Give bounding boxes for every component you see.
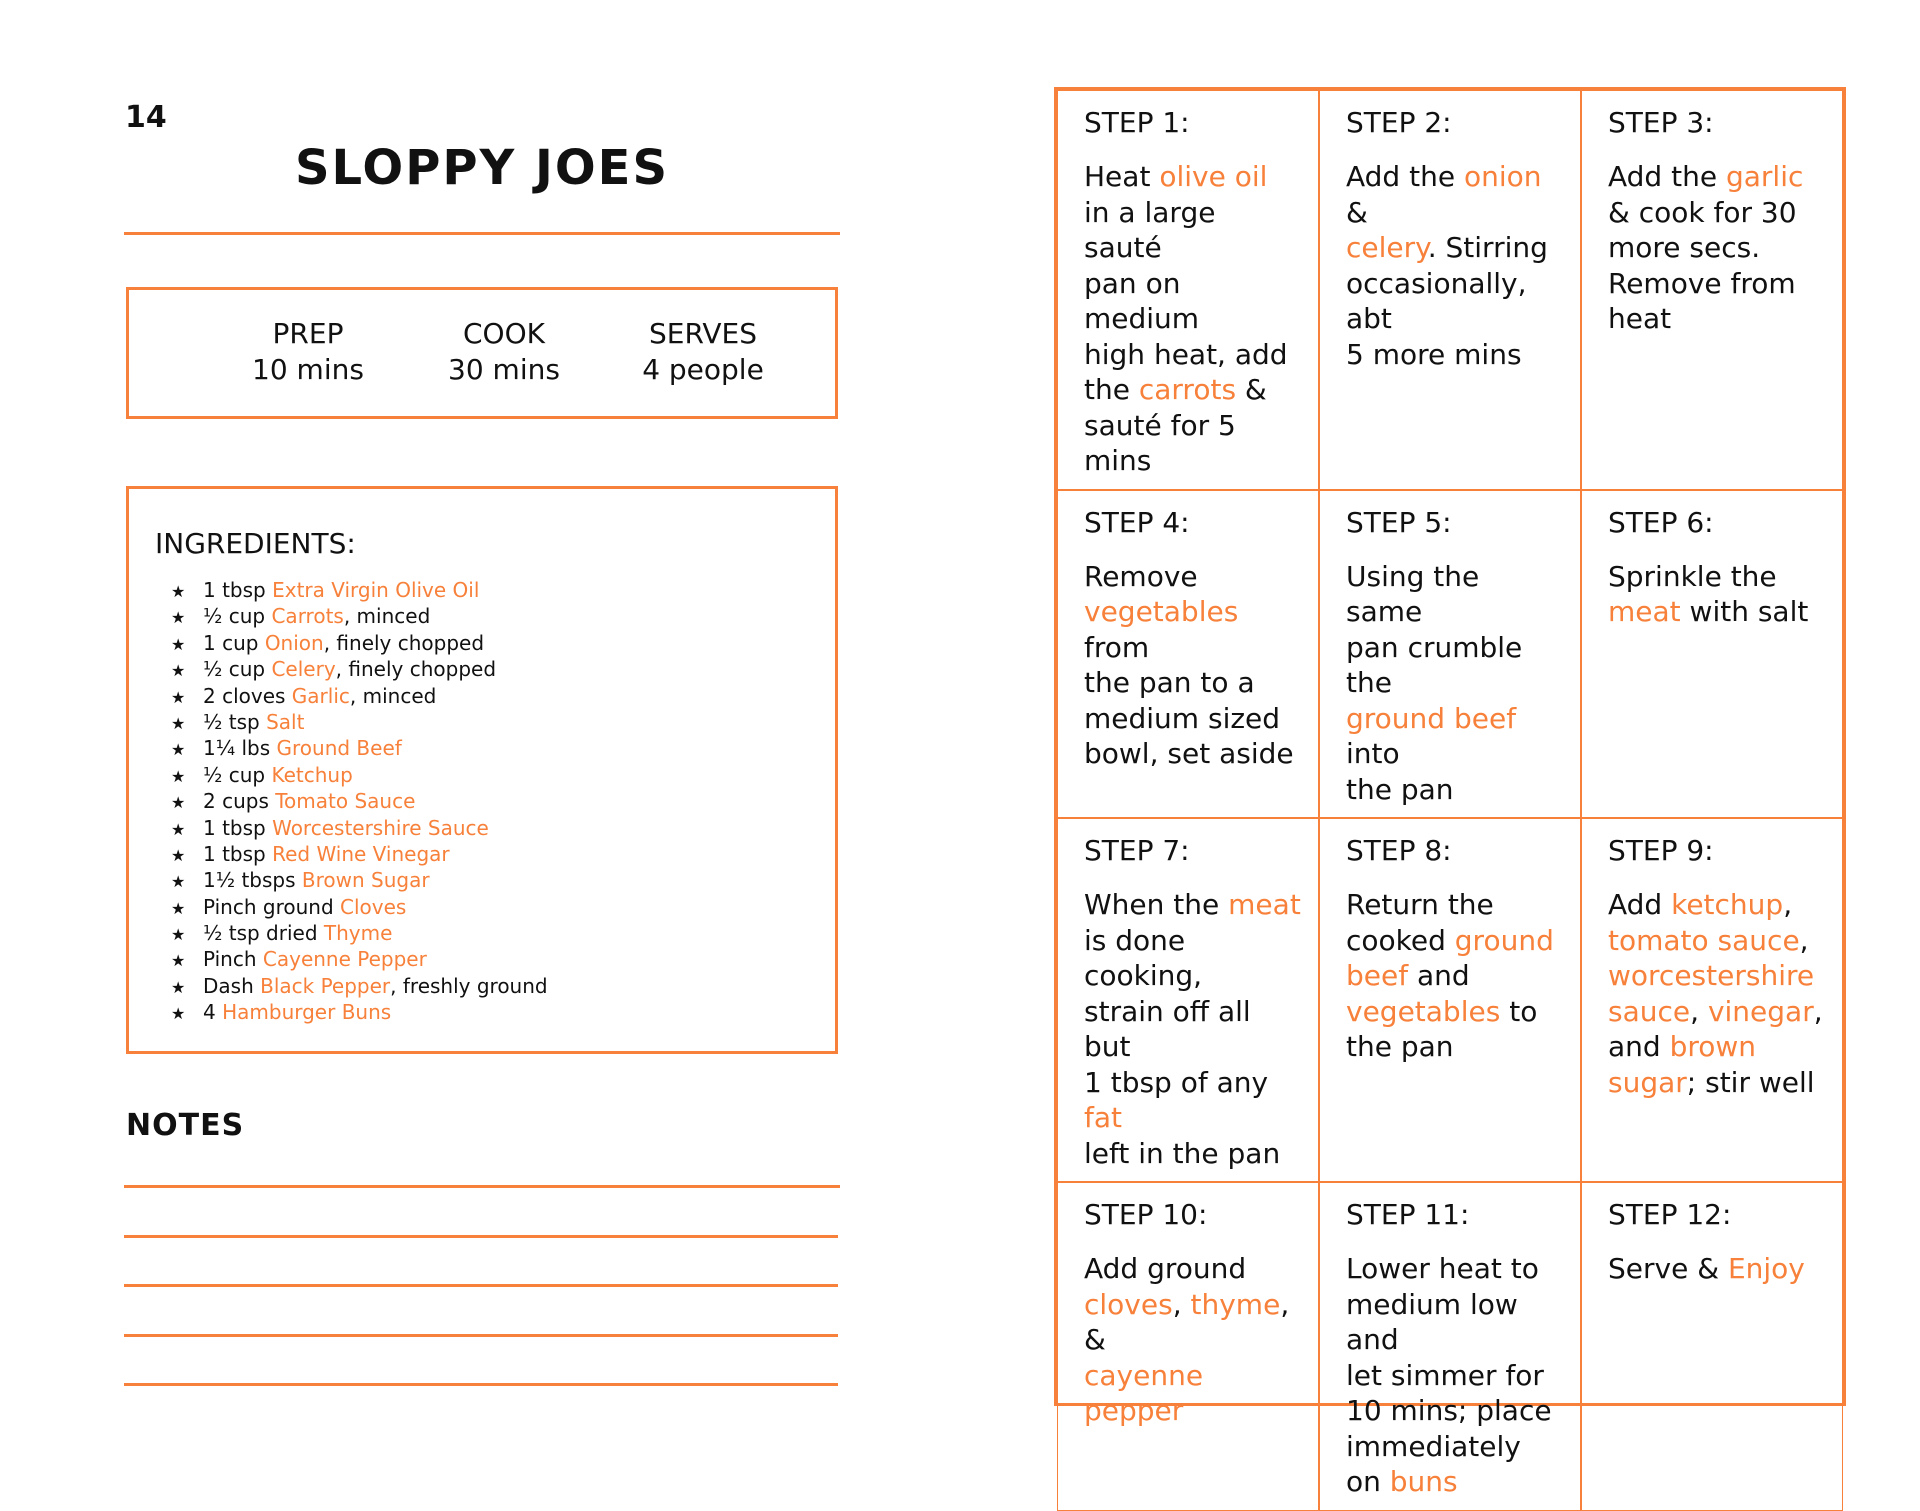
step-text: Lower heat to [1346, 1252, 1539, 1285]
ingredient-item [171, 709, 548, 735]
step-ingredient: onion [1463, 160, 1542, 193]
ingredient-item [171, 973, 548, 999]
step-body [1346, 559, 1564, 808]
page-number: 14 [125, 100, 167, 135]
ingredient-text: Pinch [203, 947, 263, 972]
notes-title: NOTES [126, 1108, 245, 1143]
star-bullet-icon: ★ [171, 713, 186, 733]
step-body [1084, 159, 1302, 479]
ingredient-name: Onion [264, 630, 324, 655]
step-text: Add ground [1084, 1252, 1247, 1285]
step-text: Remove from [1608, 266, 1796, 300]
step-cell [1057, 818, 1319, 1182]
step-ingredient: ground [1454, 923, 1554, 957]
star-bullet-icon: ★ [171, 687, 186, 707]
step-text: into [1346, 737, 1400, 770]
step-text: bowl, set aside [1084, 737, 1294, 770]
step-line [1346, 230, 1564, 266]
step-line [1608, 1065, 1826, 1101]
step-text: , [1813, 994, 1823, 1028]
star-bullet-icon: ★ [171, 793, 186, 813]
step-title: STEP 6: [1608, 505, 1714, 539]
ingredient-name: Red Wine Vinegar [272, 841, 450, 866]
ingredient-name: Cayenne Pepper [262, 947, 427, 972]
step-ingredient: sauce [1608, 994, 1691, 1028]
ingredient-text: 1 tbsp [203, 578, 273, 602]
ingredient-text: ½ tsp dried [203, 921, 324, 946]
step-text: immediately [1346, 1429, 1521, 1463]
ingredient-name: Salt [266, 709, 305, 734]
ingredient-text: 1 cup [203, 630, 265, 655]
ingredient-name: Cloves [340, 894, 407, 919]
star-bullet-icon: ★ [171, 634, 186, 654]
ingredient-item [171, 867, 548, 893]
step-text: , [1783, 888, 1793, 921]
step-text: more secs. [1608, 231, 1761, 264]
step-title: STEP 11: [1346, 1198, 1470, 1231]
step-ingredient: Enjoy [1727, 1252, 1805, 1285]
ingredients-list [171, 577, 548, 1026]
notes-line [124, 1383, 838, 1386]
step-text: When the [1084, 888, 1229, 921]
step-line [1084, 266, 1302, 337]
step-text: from [1084, 630, 1150, 664]
step-text: let simmer for [1346, 1358, 1544, 1392]
step-line [1346, 1429, 1564, 1465]
step-ingredient: cloves [1084, 1287, 1173, 1321]
ingredient-text: , finely chopped [335, 657, 497, 682]
ingredient-text: , minced [349, 683, 437, 708]
star-bullet-icon: ★ [171, 845, 186, 865]
step-cell [1319, 490, 1581, 819]
step-text: 5 more mins [1346, 337, 1522, 371]
step-ingredient: cayenne pepper [1084, 1358, 1204, 1427]
step-line [1346, 559, 1564, 630]
step-cell [1057, 90, 1319, 490]
step-line [1346, 1251, 1564, 1287]
step-line [1084, 665, 1302, 701]
step-body [1084, 887, 1302, 1171]
ingredient-name: Carrots [271, 604, 344, 629]
step-title: STEP 9: [1608, 834, 1714, 867]
step-body [1608, 1251, 1826, 1287]
ingredient-text: 1¼ lbs [203, 736, 277, 761]
step-cell [1581, 1182, 1843, 1511]
step-text: high heat, add [1084, 337, 1288, 371]
step-cell [1057, 1182, 1319, 1511]
step-text: , & [1084, 1287, 1290, 1356]
step-text: on [1346, 1465, 1390, 1498]
step-text: medium low and [1346, 1287, 1518, 1356]
ingredient-name: Worcestershire Sauce [272, 815, 489, 840]
step-title: STEP 3: [1608, 106, 1714, 139]
step-body [1608, 159, 1826, 337]
ingredient-item [171, 999, 548, 1025]
info-cook [404, 316, 604, 388]
ingredient-item [171, 946, 548, 972]
step-cell [1057, 490, 1319, 819]
step-ingredient: celery [1346, 231, 1428, 264]
step-text: pan crumble the [1346, 630, 1523, 699]
step-line [1084, 701, 1302, 737]
step-text: Sprinkle the [1608, 559, 1777, 593]
ingredient-name: Celery [271, 657, 336, 682]
step-line [1346, 887, 1564, 923]
step-text: Return the [1346, 888, 1494, 921]
step-line [1346, 994, 1564, 1030]
step-text: ; stir well [1686, 1065, 1815, 1099]
ingredient-text: ½ cup [203, 604, 272, 629]
step-text: Heat [1084, 160, 1160, 193]
step-text: Add the [1346, 160, 1464, 193]
star-bullet-icon: ★ [171, 766, 186, 786]
star-bullet-icon: ★ [171, 872, 186, 892]
step-text: and [1608, 1030, 1670, 1063]
step-line [1346, 1464, 1564, 1500]
notes-line [124, 1334, 838, 1337]
step-text: 10 mins; place [1346, 1394, 1552, 1427]
step-line [1084, 372, 1302, 408]
step-text: 1 tbsp of any [1084, 1065, 1269, 1099]
ingredient-item [171, 788, 548, 814]
ingredient-text: Pinch ground [203, 894, 341, 919]
step-line [1346, 701, 1564, 772]
ingredient-name: Ground Beef [276, 736, 402, 761]
info-serves-value: 4 people [642, 353, 764, 386]
step-text: to [1500, 994, 1538, 1028]
step-text: Add [1608, 888, 1672, 921]
ingredient-text: , finely chopped [323, 630, 485, 655]
notes-line [124, 1185, 840, 1188]
step-text: sauté for 5 mins [1084, 408, 1236, 477]
step-line [1084, 408, 1302, 479]
step-line [1346, 337, 1564, 373]
step-body [1346, 887, 1564, 1065]
step-line [1084, 559, 1302, 595]
step-ingredient: carrots [1138, 373, 1237, 406]
ingredient-text: 1 tbsp [203, 841, 273, 866]
step-line [1084, 887, 1302, 923]
ingredient-text: 4 [203, 1000, 223, 1025]
step-ingredient: thyme [1190, 1287, 1281, 1321]
step-line [1608, 923, 1826, 959]
step-text: & [1346, 195, 1368, 229]
step-text: with salt [1680, 595, 1809, 628]
step-ingredient: brown [1669, 1030, 1757, 1063]
step-ingredient: ketchup [1671, 888, 1784, 921]
step-text: the pan [1346, 1030, 1454, 1063]
step-line [1084, 1358, 1302, 1429]
title-divider [124, 232, 840, 235]
step-line [1084, 1065, 1302, 1136]
ingredient-name: Tomato Sauce [275, 789, 416, 814]
step-line [1608, 230, 1826, 266]
ingredient-name: Extra Virgin Olive Oil [272, 578, 480, 602]
ingredient-item [171, 920, 548, 946]
step-text: Serve & [1608, 1252, 1728, 1285]
step-line [1346, 958, 1564, 994]
recipe-title: SLOPPY JOES [294, 140, 670, 196]
star-bullet-icon: ★ [171, 608, 186, 628]
step-text: , [1690, 994, 1708, 1028]
step-line [1608, 1251, 1826, 1287]
ingredient-name: Black Pepper [260, 973, 391, 998]
step-ingredient: fat [1084, 1101, 1122, 1134]
star-bullet-icon: ★ [171, 819, 186, 839]
ingredient-text: 1½ tbsps [203, 868, 302, 893]
step-ingredient: tomato sauce [1608, 923, 1800, 957]
step-line [1608, 301, 1826, 337]
ingredient-item [171, 630, 548, 656]
ingredient-text: ½ tsp [203, 709, 267, 734]
ingredient-text: ½ cup [203, 762, 272, 787]
step-line [1084, 994, 1302, 1065]
step-line [1084, 1136, 1302, 1172]
info-prep-label: PREP [272, 317, 344, 350]
step-text: , [1172, 1287, 1191, 1321]
step-title: STEP 1: [1084, 106, 1190, 139]
star-bullet-icon: ★ [171, 898, 186, 918]
star-bullet-icon: ★ [171, 977, 186, 997]
step-body [1608, 887, 1826, 1100]
ingredient-item [171, 762, 548, 788]
step-cell [1581, 90, 1843, 490]
ingredient-text: , freshly ground [390, 973, 548, 998]
ingredient-name: Garlic [291, 683, 350, 708]
step-line [1608, 994, 1826, 1030]
ingredient-item [171, 841, 548, 867]
info-serves [603, 316, 803, 388]
step-line [1346, 159, 1564, 230]
star-bullet-icon: ★ [171, 951, 186, 971]
step-cell [1319, 818, 1581, 1182]
step-title: STEP 2: [1346, 106, 1452, 139]
step-cell [1581, 818, 1843, 1182]
step-text: heat [1608, 302, 1672, 335]
step-line [1608, 159, 1826, 195]
info-prep-value: 10 mins [252, 353, 364, 386]
step-ingredient: olive oil [1159, 160, 1268, 193]
step-body [1346, 159, 1564, 372]
step-ingredient: meat [1608, 595, 1681, 628]
ingredient-name: Brown Sugar [301, 868, 430, 893]
step-line [1608, 266, 1826, 302]
step-ingredient: buns [1389, 1465, 1458, 1498]
info-cook-label: COOK [463, 317, 545, 350]
step-body [1084, 559, 1302, 772]
step-line [1608, 594, 1826, 630]
star-bullet-icon: ★ [171, 740, 186, 760]
notes-line [124, 1235, 838, 1238]
notes-line [124, 1284, 838, 1287]
step-line [1346, 1029, 1564, 1065]
ingredient-text: 1 tbsp [203, 815, 273, 840]
ingredient-name: Thyme [323, 921, 393, 946]
ingredient-text: ½ cup [203, 657, 272, 682]
ingredient-item [171, 894, 548, 920]
info-cook-value: 30 mins [448, 353, 560, 386]
ingredient-text: , minced [343, 604, 431, 629]
step-line [1084, 1251, 1302, 1287]
step-text: strain off all but [1084, 994, 1251, 1063]
step-line [1346, 1393, 1564, 1429]
step-line [1346, 772, 1564, 808]
step-body [1084, 1251, 1302, 1429]
step-ingredient: vegetables [1084, 595, 1239, 628]
ingredients-heading: INGREDIENTS: [155, 527, 356, 560]
step-ingredient: vegetables [1346, 994, 1501, 1028]
step-line [1608, 958, 1826, 994]
step-text: left in the pan [1084, 1136, 1281, 1170]
step-text: cooked [1346, 923, 1455, 957]
ingredient-name: Ketchup [271, 762, 353, 787]
step-text: pan on medium [1084, 266, 1200, 335]
step-text: is done cooking, [1084, 923, 1203, 992]
step-ingredient: meat [1228, 888, 1301, 921]
step-text: medium sized [1084, 701, 1281, 735]
step-line [1346, 1358, 1564, 1394]
step-ingredient: sugar [1608, 1065, 1687, 1099]
step-title: STEP 8: [1346, 834, 1452, 867]
step-text: , [1799, 923, 1809, 957]
ingredient-item [171, 656, 548, 682]
ingredient-name: Hamburger Buns [222, 1000, 392, 1025]
step-title: STEP 7: [1084, 834, 1190, 867]
step-cell [1581, 490, 1843, 819]
info-serves-label: SERVES [648, 317, 757, 350]
step-line [1346, 266, 1564, 337]
ingredient-item [171, 815, 548, 841]
step-ingredient: garlic [1725, 160, 1804, 193]
step-line [1084, 736, 1302, 772]
step-line [1346, 923, 1564, 959]
step-title: STEP 4: [1084, 505, 1190, 539]
ingredient-text: Dash [203, 973, 261, 998]
step-line [1608, 195, 1826, 231]
step-title: STEP 5: [1346, 505, 1452, 539]
ingredient-item [171, 735, 548, 761]
step-cell [1319, 90, 1581, 490]
step-text: Using the same [1346, 559, 1480, 628]
step-line [1608, 559, 1826, 595]
step-line [1346, 1287, 1564, 1358]
step-line [1084, 923, 1302, 994]
step-text: Remove [1084, 559, 1198, 593]
ingredient-text: 2 cups [203, 789, 276, 814]
step-line [1608, 1029, 1826, 1065]
step-body [1346, 1251, 1564, 1500]
step-ingredient: beef [1346, 959, 1409, 992]
star-bullet-icon: ★ [171, 1004, 186, 1024]
step-text: the pan [1346, 772, 1454, 806]
step-line [1084, 594, 1302, 665]
step-ingredient: vinegar [1707, 994, 1814, 1028]
step-cell [1319, 1182, 1581, 1511]
star-bullet-icon: ★ [171, 582, 186, 601]
step-text: the [1084, 373, 1139, 406]
step-text: & cook for 30 [1608, 195, 1797, 229]
step-title: STEP 12: [1608, 1198, 1732, 1231]
step-text: . Stirring [1427, 231, 1548, 264]
step-line [1084, 1287, 1302, 1358]
step-text: in a large sauté [1084, 195, 1216, 264]
recipe-info-box [126, 287, 838, 419]
step-line [1346, 630, 1564, 701]
steps-grid [1054, 87, 1846, 1498]
step-text: the pan to a [1084, 666, 1255, 699]
step-text: Add the [1608, 160, 1726, 193]
ingredient-item [171, 683, 548, 709]
ingredient-item [171, 603, 548, 629]
step-ingredient: ground beef [1346, 701, 1517, 735]
step-text: & [1236, 373, 1267, 406]
step-body [1608, 559, 1826, 630]
step-line [1608, 887, 1826, 923]
star-bullet-icon: ★ [171, 925, 186, 945]
step-line [1084, 195, 1302, 266]
step-title: STEP 10: [1084, 1198, 1208, 1231]
ingredients-box [126, 486, 838, 1054]
step-text: occasionally, abt [1346, 266, 1527, 335]
step-line [1084, 337, 1302, 373]
step-line [1084, 159, 1302, 195]
info-prep [208, 316, 408, 388]
ingredient-text: 2 cloves [203, 683, 292, 708]
step-ingredient: worcestershire [1608, 959, 1815, 992]
star-bullet-icon: ★ [171, 661, 186, 681]
step-text: and [1408, 959, 1470, 992]
ingredient-item [171, 577, 548, 603]
